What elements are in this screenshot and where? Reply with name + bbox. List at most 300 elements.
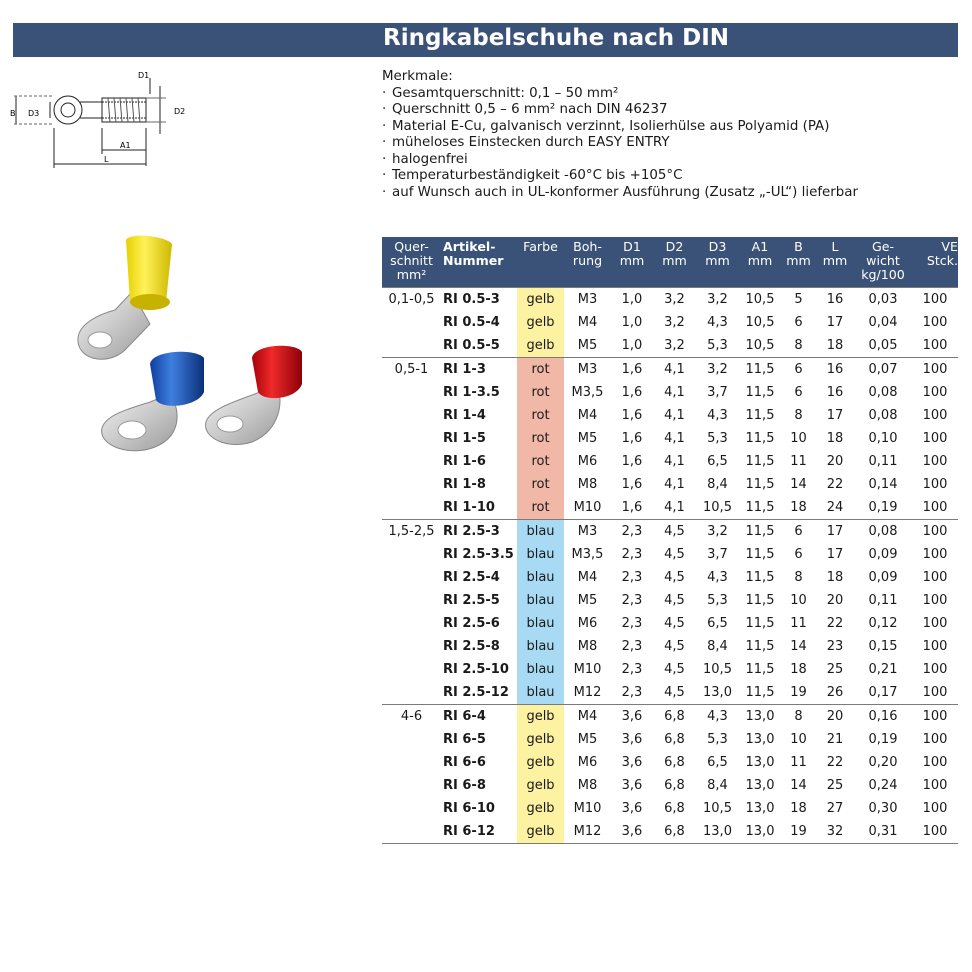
cell-d2: 4,5 [664, 616, 685, 631]
product-photo [70, 232, 365, 472]
cell-l: 24 [826, 500, 844, 515]
cell-a1: 13,0 [739, 820, 781, 844]
table-row [382, 404, 958, 427]
cell-bohrung: M5 [577, 732, 598, 747]
cell-art: RI 2.5-6 [443, 616, 500, 631]
table-row [382, 797, 958, 820]
lug-red [206, 346, 302, 445]
cell-bohrung: M10 [573, 500, 602, 515]
technical-drawing [10, 66, 200, 176]
cell-d1: 2,3 [621, 662, 643, 677]
header-line: Quer- [394, 239, 429, 254]
cell-a1: 11,5 [745, 593, 775, 608]
cell-l: 22 [826, 616, 844, 631]
cell-farbe: blau [517, 589, 564, 612]
cell-art: RI 6-6 [443, 755, 486, 770]
feature-item: · müheloses Einstecken durch EASY ENTRY [382, 135, 962, 152]
cell-d3: 4,3 [707, 570, 728, 585]
cell-bohrung: M3 [564, 288, 611, 312]
cell-d1: 2,3 [621, 570, 643, 585]
cell-b: 11 [790, 755, 807, 770]
cell-d2: 4,5 [664, 662, 685, 677]
cell-b: 8 [794, 570, 803, 585]
label-d1: D1 [138, 71, 150, 80]
cell-qs [382, 635, 441, 658]
cell-qs [382, 543, 441, 566]
cell-farbe: blau [517, 566, 564, 589]
lug-yellow [78, 236, 172, 360]
cell-qs [382, 681, 441, 705]
cell-qs [382, 311, 441, 334]
label-b: B [10, 109, 16, 118]
cell-d2: 4,5 [664, 639, 685, 654]
cell-gewicht: 0,03 [854, 288, 912, 312]
cell-qs [382, 566, 441, 589]
cell-d2: 4,1 [664, 500, 685, 515]
cell-d2: 6,8 [653, 705, 696, 729]
cell-a1: 10,5 [745, 315, 775, 330]
table-row [382, 612, 958, 635]
cell-a1: 11,5 [745, 408, 775, 423]
cell-art: RI 1-3 [441, 358, 517, 382]
cell-qs [382, 797, 441, 820]
header-line: Artikel- [443, 239, 496, 254]
cell-gewicht: 0,09 [868, 547, 898, 562]
cell-art: RI 6-12 [441, 820, 517, 844]
cell-d3: 10,5 [703, 801, 732, 816]
cell-bohrung: M5 [577, 431, 598, 446]
cell-farbe: gelb [517, 311, 564, 334]
header-line: D2 [665, 239, 684, 254]
cell-gewicht: 0,07 [854, 358, 912, 382]
cell-art: RI 1-4 [443, 408, 486, 423]
cell-d1: 1,6 [621, 408, 643, 423]
cell-b: 10 [790, 732, 807, 747]
cell-ve: 100 [922, 778, 948, 793]
cell-bohrung: M6 [577, 755, 598, 770]
header-d1 [611, 237, 653, 288]
cell-art: RI 0.5-5 [443, 338, 500, 353]
cell-qs [382, 473, 441, 496]
cell-d1: 1,6 [621, 454, 643, 469]
cell-d2: 6,8 [664, 801, 685, 816]
cell-gewicht: 0,20 [868, 755, 898, 770]
cell-a1: 13,0 [745, 755, 775, 770]
cell-a1: 13,0 [745, 778, 775, 793]
cell-art: RI 1-6 [443, 454, 486, 469]
cell-qs [382, 334, 441, 358]
cell-art: RI 1-8 [443, 477, 486, 492]
cell-gewicht: 0,30 [868, 801, 898, 816]
cell-art: RI 2.5-3 [441, 520, 517, 544]
cell-qs: 0,1-0,5 [382, 288, 441, 312]
cell-a1: 13,0 [739, 705, 781, 729]
cell-d3: 13,0 [703, 685, 732, 700]
table-row [382, 728, 958, 751]
cell-bohrung: M5 [577, 338, 598, 353]
cell-d2: 6,8 [664, 755, 685, 770]
cell-gewicht: 0,11 [868, 593, 898, 608]
cell-gewicht: 0,19 [868, 732, 898, 747]
cell-l: 27 [826, 801, 844, 816]
table-row [382, 566, 958, 589]
cell-ve: 100 [922, 315, 948, 330]
header-line: schnitt [390, 253, 433, 268]
header-line: A1 [751, 239, 769, 254]
cell-d3: 6,5 [707, 616, 728, 631]
cell-ve: 100 [922, 408, 948, 423]
cell-d2: 4,1 [664, 477, 685, 492]
table-row [382, 311, 958, 334]
cell-bohrung: M12 [573, 685, 602, 700]
cell-farbe: blau [517, 658, 564, 681]
cell-b: 5 [781, 288, 816, 312]
cell-art: RI 6-10 [443, 801, 495, 816]
spec-table [382, 237, 958, 844]
cell-d1: 1,6 [621, 431, 643, 446]
cell-qs: 4-6 [382, 705, 441, 729]
cell-qs [382, 404, 441, 427]
cell-d3: 3,7 [707, 385, 728, 400]
cell-ve: 100 [922, 801, 948, 816]
table-row [382, 288, 958, 312]
table-row [382, 589, 958, 612]
cell-gewicht: 0,04 [868, 315, 898, 330]
cell-l: 17 [826, 408, 844, 423]
cell-farbe: gelb [517, 288, 564, 312]
cell-farbe: rot [517, 404, 564, 427]
header-line: mm² [396, 267, 427, 282]
header-line: D1 [623, 239, 641, 254]
cell-gewicht: 0,09 [868, 570, 898, 585]
cell-bohrung: M8 [577, 639, 598, 654]
cell-a1: 11,5 [745, 454, 775, 469]
cell-farbe: gelb [517, 797, 564, 820]
cell-gewicht: 0,19 [868, 500, 898, 515]
header-ve [912, 237, 958, 288]
cell-a1: 11,5 [745, 685, 775, 700]
cell-b: 6 [781, 520, 816, 544]
label-d3: D3 [28, 109, 40, 118]
cell-b: 6 [781, 358, 816, 382]
table-row [382, 705, 958, 729]
cell-qs: 0,5-1 [382, 358, 441, 382]
cell-d3: 5,3 [707, 338, 728, 353]
cell-gewicht: 0,12 [868, 616, 898, 631]
cell-ve: 100 [922, 454, 948, 469]
label-d2: D2 [174, 107, 186, 116]
cell-l: 32 [816, 820, 854, 844]
cell-ve: 100 [922, 593, 948, 608]
cell-b: 14 [790, 639, 807, 654]
cell-a1: 11,5 [745, 385, 775, 400]
cell-farbe: gelb [517, 334, 564, 358]
cell-a1: 11,5 [745, 639, 775, 654]
cell-d1: 3,6 [621, 732, 643, 747]
table-row [382, 543, 958, 566]
label-a1: A1 [120, 141, 131, 150]
cell-ve: 100 [922, 500, 948, 515]
cell-qs [382, 589, 441, 612]
cell-d2: 4,5 [664, 570, 685, 585]
cell-ve: 100 [922, 685, 948, 700]
cell-d3: 4,3 [707, 315, 728, 330]
cell-l: 17 [816, 520, 854, 544]
cell-a1: 11,5 [745, 616, 775, 631]
cell-qs: 1,5-2,5 [382, 520, 441, 544]
cell-ve: 100 [922, 662, 948, 677]
cell-b: 11 [790, 616, 807, 631]
cell-qs [382, 820, 441, 844]
features-section [382, 69, 962, 201]
cell-d1: 1,0 [611, 288, 653, 312]
cell-art: RI 0.5-3 [441, 288, 517, 312]
cell-d3: 8,4 [707, 477, 728, 492]
cell-d1: 3,6 [621, 778, 643, 793]
cell-farbe: rot [517, 450, 564, 473]
table-row [382, 450, 958, 473]
cell-a1: 13,0 [745, 732, 775, 747]
cell-b: 10 [790, 431, 807, 446]
cell-d3: 10,5 [703, 662, 732, 677]
table-row [382, 334, 958, 358]
cell-d1: 2,3 [611, 520, 653, 544]
header-line: Farbe [523, 239, 558, 254]
table-row [382, 496, 958, 520]
cell-l: 26 [826, 685, 844, 700]
cell-d2: 4,5 [653, 520, 696, 544]
cell-d1: 1,6 [621, 500, 643, 515]
header-line: mm [662, 253, 687, 268]
cell-d2: 6,8 [664, 778, 685, 793]
cell-ve: 100 [922, 570, 948, 585]
header-line: Nummer [443, 253, 504, 268]
header-l [816, 237, 854, 288]
cell-l: 25 [826, 662, 844, 677]
cell-b: 19 [790, 685, 807, 700]
cell-d2: 6,8 [653, 820, 696, 844]
cell-l: 25 [826, 778, 844, 793]
cell-b: 6 [794, 547, 803, 562]
cell-d3: 3,7 [707, 547, 728, 562]
cell-d3: 4,3 [696, 705, 739, 729]
cell-b: 18 [790, 662, 807, 677]
cell-d3: 3,2 [696, 520, 739, 544]
table-row [382, 473, 958, 496]
cell-l: 22 [826, 755, 844, 770]
cell-ve: 100 [922, 431, 948, 446]
cell-l: 18 [826, 431, 844, 446]
cell-l: 23 [826, 639, 844, 654]
header-gewicht [854, 237, 912, 288]
cell-d2: 4,1 [664, 385, 685, 400]
cell-farbe: rot [517, 496, 564, 520]
cell-art: RI 6-5 [443, 732, 486, 747]
cell-a1: 11,5 [745, 662, 775, 677]
header-line: mm [786, 253, 811, 268]
cell-bohrung: M3,5 [571, 385, 604, 400]
header-line: D3 [708, 239, 727, 254]
cell-b: 18 [790, 801, 807, 816]
cell-gewicht: 0,05 [868, 338, 898, 353]
cell-farbe: rot [517, 381, 564, 404]
cell-ve: 100 [912, 705, 958, 729]
cell-d2: 4,5 [664, 547, 685, 562]
header-farbe [517, 237, 564, 288]
cell-art: RI 1-5 [443, 431, 486, 446]
cell-gewicht: 0,11 [868, 454, 898, 469]
table-row [382, 820, 958, 844]
cell-b: 8 [781, 705, 816, 729]
features-list [382, 86, 962, 202]
cell-d1: 2,3 [621, 685, 643, 700]
cell-l: 21 [826, 732, 844, 747]
table-row [382, 774, 958, 797]
cell-bohrung: M6 [577, 454, 598, 469]
cell-d3: 3,2 [696, 288, 739, 312]
cell-farbe: gelb [517, 728, 564, 751]
cell-d3: 3,2 [696, 358, 739, 382]
cell-d1: 2,3 [621, 547, 643, 562]
cell-b: 10 [790, 593, 807, 608]
cell-ve: 100 [922, 639, 948, 654]
cell-b: 14 [790, 778, 807, 793]
cell-ve: 100 [912, 288, 958, 312]
cell-art: RI 2.5-3.5 [443, 547, 514, 562]
cell-ve: 100 [912, 820, 958, 844]
cell-ve: 100 [922, 755, 948, 770]
table-row [382, 635, 958, 658]
table-row [382, 751, 958, 774]
header-line: mm [822, 253, 848, 268]
cell-l: 16 [816, 358, 854, 382]
cell-b: 19 [781, 820, 816, 844]
cell-ve: 100 [922, 477, 948, 492]
cell-d3: 8,4 [707, 639, 728, 654]
cell-art: RI 2.5-12 [443, 685, 509, 700]
cell-d1: 1,6 [621, 385, 643, 400]
cell-farbe: blau [517, 520, 564, 544]
cell-qs [382, 728, 441, 751]
cell-bohrung: M4 [564, 705, 611, 729]
cell-bohrung: M3 [564, 520, 611, 544]
cell-qs [382, 751, 441, 774]
cell-d3: 6,5 [707, 454, 728, 469]
cell-gewicht: 0,24 [868, 778, 898, 793]
cell-gewicht: 0,15 [868, 639, 898, 654]
cell-qs [382, 612, 441, 635]
cell-ve: 100 [912, 520, 958, 544]
header-b [781, 237, 816, 288]
header-line: mm [705, 253, 730, 268]
cell-d2: 3,2 [664, 338, 685, 353]
cell-art: RI 6-8 [443, 778, 486, 793]
cell-gewicht: 0,14 [868, 477, 898, 492]
cell-bohrung: M10 [573, 801, 602, 816]
cell-art: RI 2.5-4 [443, 570, 500, 585]
cell-bohrung: M6 [577, 616, 598, 631]
cell-d2: 4,1 [653, 358, 696, 382]
cell-l: 18 [826, 570, 844, 585]
cell-l: 18 [826, 338, 844, 353]
label-l: L [104, 155, 109, 164]
feature-item: · Querschnitt 0,5 – 6 mm² nach DIN 46237 [382, 102, 962, 119]
cell-qs [382, 450, 441, 473]
cell-bohrung: M10 [573, 662, 602, 677]
feature-item: · Material E-Cu, galvanisch verzinnt, Isolierhülse aus Polyamid (PA) [382, 119, 962, 136]
cell-a1: 11,5 [739, 520, 781, 544]
table-row [382, 681, 958, 705]
cell-farbe: blau [517, 635, 564, 658]
header-querschnitt [382, 237, 441, 288]
cell-qs [382, 774, 441, 797]
cell-art: RI 1-3.5 [443, 385, 500, 400]
cell-qs [382, 658, 441, 681]
cell-l: 22 [826, 477, 844, 492]
cell-d1: 3,6 [621, 755, 643, 770]
cell-farbe: blau [517, 543, 564, 566]
header-line: kg/100 [861, 267, 905, 282]
header-artikel-nummer [441, 237, 517, 288]
cell-farbe: blau [517, 681, 564, 705]
cell-d1: 3,6 [611, 705, 653, 729]
features-heading: Merkmale: [382, 69, 453, 84]
cell-ve: 100 [922, 547, 948, 562]
table-row [382, 427, 958, 450]
cell-gewicht: 0,08 [854, 520, 912, 544]
cell-d3: 13,0 [696, 820, 739, 844]
cell-bohrung: M5 [577, 593, 598, 608]
cell-d3: 10,5 [703, 500, 732, 515]
cell-art: RI 2.5-10 [443, 662, 509, 677]
feature-item: · halogenfrei [382, 152, 962, 169]
cell-b: 6 [794, 315, 803, 330]
header-d3 [696, 237, 739, 288]
header-line: L [831, 239, 839, 254]
cell-d1: 1,6 [621, 477, 643, 492]
cell-bohrung: M8 [577, 477, 598, 492]
cell-gewicht: 0,17 [868, 685, 898, 700]
cell-b: 11 [790, 454, 807, 469]
cell-d2: 4,5 [664, 685, 685, 700]
lug-blue [102, 352, 204, 451]
cell-ve: 100 [922, 732, 948, 747]
cell-bohrung: M12 [564, 820, 611, 844]
cell-l: 17 [826, 315, 844, 330]
cell-d2: 4,1 [664, 431, 685, 446]
cell-d1: 3,6 [611, 820, 653, 844]
cell-farbe: gelb [517, 774, 564, 797]
cell-d3: 6,5 [707, 755, 728, 770]
cell-l: 20 [816, 705, 854, 729]
cell-a1: 11,5 [745, 431, 775, 446]
cell-bohrung: M3,5 [571, 547, 604, 562]
cell-qs [382, 427, 441, 450]
cell-b: 8 [794, 338, 803, 353]
cell-gewicht: 0,10 [868, 431, 898, 446]
cell-d3: 5,3 [707, 593, 728, 608]
cell-d3: 5,3 [707, 732, 728, 747]
cell-b: 8 [794, 408, 803, 423]
cell-d2: 4,5 [664, 593, 685, 608]
cell-bohrung: M3 [564, 358, 611, 382]
page-title: Ringkabelschuhe nach DIN [383, 25, 730, 51]
cell-ve: 100 [912, 358, 958, 382]
header-line: VE [941, 239, 958, 254]
cell-bohrung: M8 [577, 778, 598, 793]
cell-farbe: gelb [517, 705, 564, 729]
cell-a1: 11,5 [745, 547, 775, 562]
